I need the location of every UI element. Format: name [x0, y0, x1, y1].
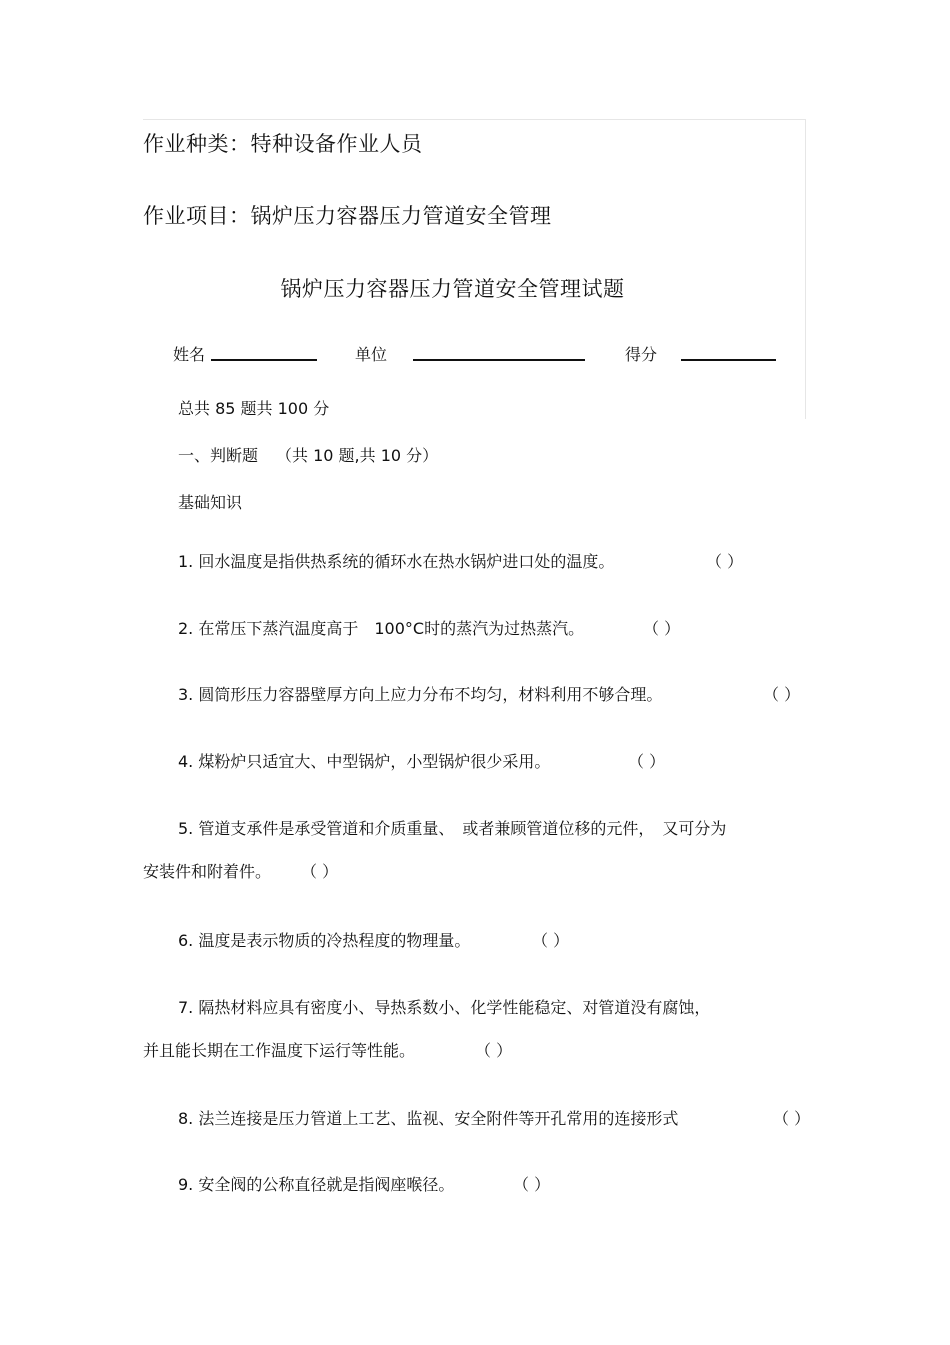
question-5-line-1: 5. 管道支承件是承受管道和介质重量、 或者兼顾管道位移的元件， 又可分为 [178, 819, 727, 838]
job-category: 作业种类：特种设备作业人员 [143, 132, 423, 156]
question-1-text: 1. 回水温度是指供热系统的循环水在热水锅炉进口处的温度。 [178, 552, 615, 571]
question-5-line-2: 安装件和附着件。 [143, 862, 272, 881]
score-label: 得分 [625, 345, 658, 364]
question-4-answer-bracket[interactable]: （ ） [628, 752, 666, 771]
question-6-answer-bracket[interactable]: （ ） [532, 931, 570, 950]
job-project: 作业项目：锅炉压力容器压力管道安全管理 [143, 204, 552, 228]
name-blank[interactable] [211, 359, 317, 361]
question-2-answer-bracket[interactable]: （ ） [643, 619, 681, 638]
question-1-answer-bracket[interactable]: （ ） [706, 552, 744, 571]
question-8-answer-bracket[interactable]: （ ） [773, 1109, 811, 1128]
section-detail: （共 10 题,共 10 分） [276, 446, 439, 465]
section-heading-line [178, 443, 438, 466]
question-9-text: 9. 安全阀的公称直径就是指阀座喉径。 [178, 1175, 455, 1194]
question-3-text: 3. 圆筒形压力容器壁厚方向上应力分布不均匀，材料利用不够合理。 [178, 685, 663, 704]
question-8-text: 8. 法兰连接是压力管道上工艺、监视、安全附件等开孔常用的连接形式 [178, 1109, 679, 1128]
question-7-line-2: 并且能长期在工作温度下运行等性能。 [143, 1041, 416, 1060]
unit-label: 单位 [355, 345, 388, 364]
question-4-text: 4. 煤粉炉只适宜大、中型锅炉，小型锅炉很少采用。 [178, 752, 551, 771]
question-7-answer-bracket[interactable]: （ ） [475, 1041, 513, 1060]
score-blank[interactable] [681, 359, 776, 361]
question-2-text: 2. 在常压下蒸汽温度高于 100°C时的蒸汽为过热蒸汽。 [178, 619, 585, 638]
header-frame [143, 119, 806, 419]
exam-title: 锅炉压力容器压力管道安全管理试题 [280, 277, 625, 301]
name-label: 姓名 [173, 345, 206, 364]
question-6-text: 6. 温度是表示物质的冷热程度的物理量。 [178, 931, 471, 950]
question-3-answer-bracket[interactable]: （ ） [763, 685, 801, 704]
section-subheading: 基础知识 [178, 493, 243, 512]
unit-blank[interactable] [413, 359, 585, 361]
question-5-answer-bracket[interactable]: （ ） [301, 862, 339, 881]
exam-summary: 总共 85 题共 100 分 [178, 399, 330, 418]
question-9-answer-bracket[interactable]: （ ） [513, 1175, 551, 1194]
section-heading: 一、判断题 [178, 446, 259, 465]
question-7-line-1: 7. 隔热材料应具有密度小、导热系数小、化学性能稳定、对管道没有腐蚀， [178, 998, 711, 1017]
